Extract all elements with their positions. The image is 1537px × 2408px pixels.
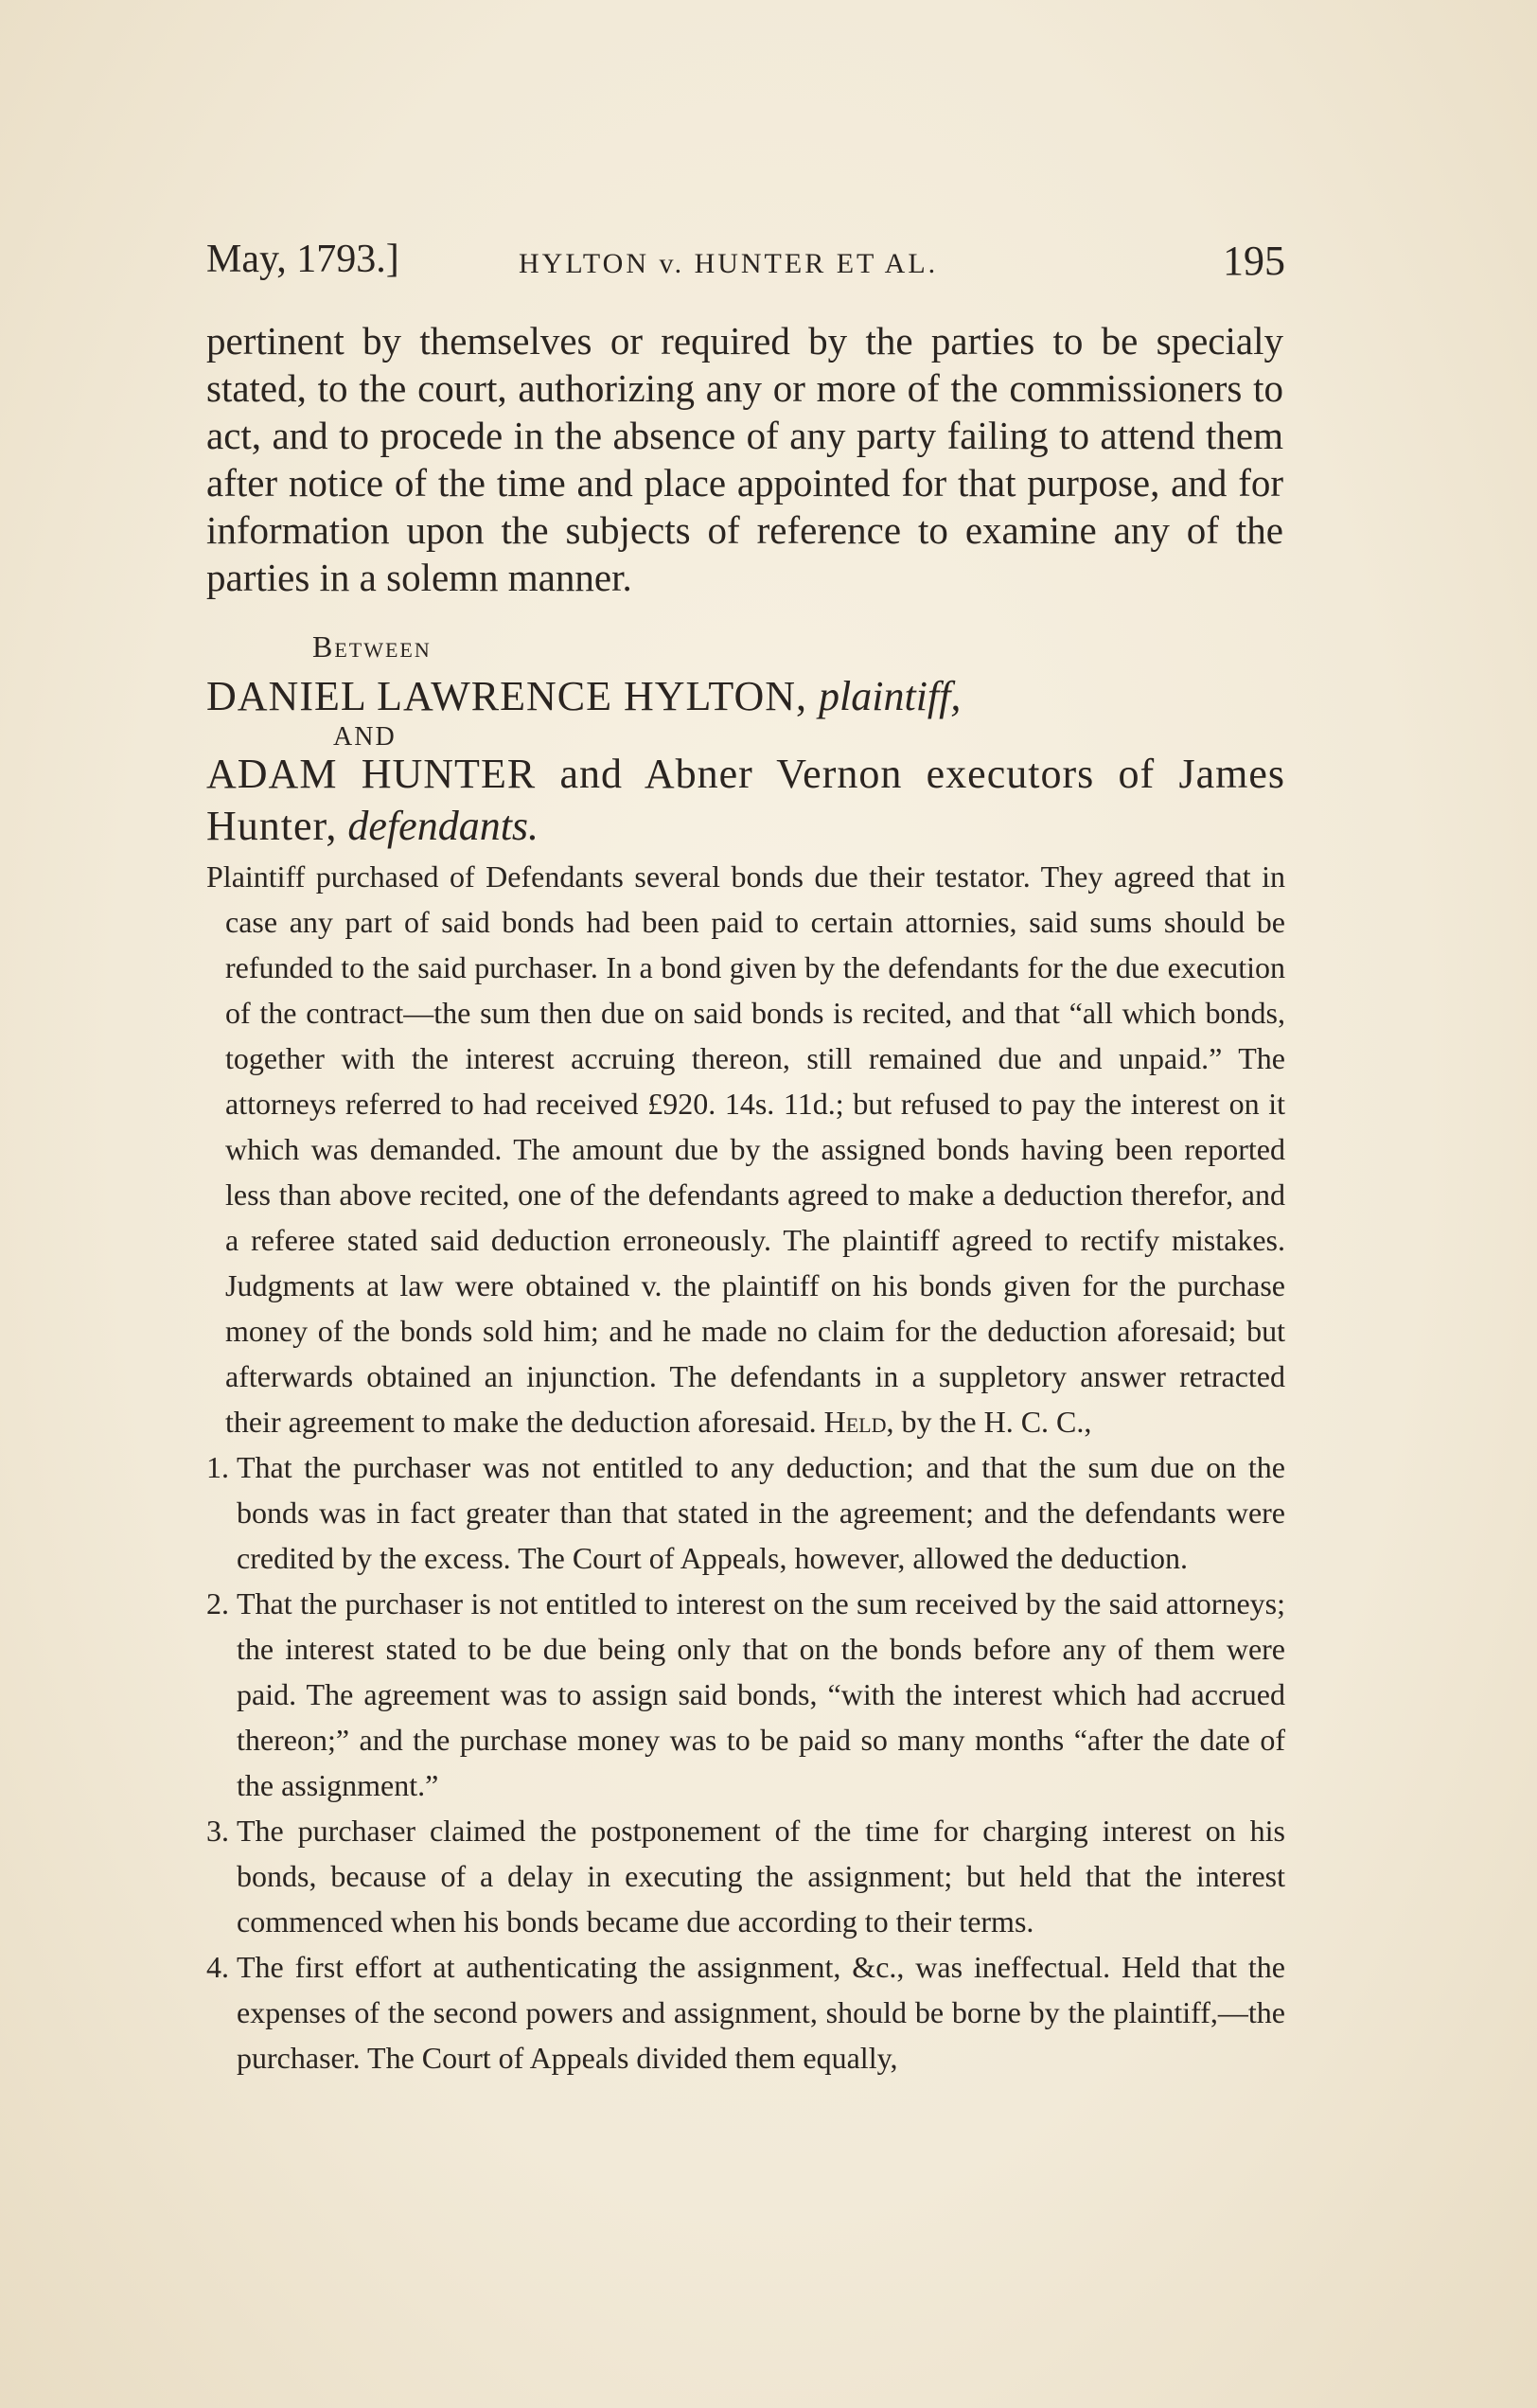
holding-number: 4. [206,1950,229,1984]
holding-item [206,1444,1285,1581]
holding-text: That the purchaser is not entitled to interest on the sum received by the said attorneys; the interest stated to be due being only that on the bonds before any of them were paid. The agreement was to assign said bonds, “with the interest which had accrued thereon;” and the purchase money was to be paid so many months “after the date of the assignment.” [237,1586,1285,1802]
header-date: May, 1793.] [206,238,399,281]
holding-text: That the purchaser was not entitled to any deduction; and that the sum due on the bonds was in fact greater than that stated in the agreement; and the defendants were credited by the excess. The Court of Appeals, however, allowed the deduction. [237,1450,1285,1575]
held-label: Held [823,1405,887,1439]
holding-item [206,1581,1285,1808]
caption-defendants [206,748,1285,852]
holding-number: 1. [206,1450,229,1484]
intro-paragraph: pertinent by themselves or required by the parties to be specialy stated, to the court, authorizing any or more of the commissioners to act, and to procede in the absence of any party failing to attend them after notice of the time and place appointed for that purpose, and for information upon the subjects of reference to examine any of the parties in a solemn manner. [206,319,1283,599]
holding-text: The first effort at authenticating the assignment, &c., was ineffectual. Held that the expenses of the second powers and assignment, should be borne by the plaintiff,—the purchaser. The Court of Appeals divided them equally, [237,1950,1285,2075]
case-summary [206,854,1285,2080]
holding-number: 3. [206,1814,229,1848]
plaintiff-role: plaintiff, [819,673,962,719]
held-rest: , by the H. C. C., [886,1405,1092,1439]
caption-between: Between [312,629,432,664]
summary-paragraph [206,854,1285,1444]
running-header [206,237,1285,293]
header-case-title: HYLTON v. HUNTER ET AL. [519,248,939,279]
page-number: 195 [1223,238,1285,284]
defendants-name: ADAM HUNTER and Abner Vernon executors of James Hunter, [206,751,1285,849]
holding-number: 2. [206,1586,229,1620]
holding-item [206,1944,1285,2080]
caption-and: AND [333,722,397,752]
caption-plaintiff [206,672,961,720]
holding-text: The purchaser claimed the postponement of the time for charging interest on his bonds, because of a delay in executing the assignment; but held that the interest commenced when his bonds became due according to their terms. [237,1814,1285,1939]
defendants-role: defendants. [347,803,539,849]
plaintiff-name: DANIEL LAWRENCE HYLTON, [206,673,808,719]
holding-item [206,1808,1285,1944]
summary-text: Plaintiff purchased of Defendants several bonds due their testator. They agreed that in case any part of said bonds had been paid to certain attornies, said sums should be refunded to the said purchaser. In a bond given by the defendants for the due execution of the contract—the sum then due on said bonds is recited, and that “all which bonds, together with the interest accruing thereon, still remained due and unpaid.” The attorneys referred to had received £920. 14s. 11d.; but refused to pay the interest on it which was demanded. The amount due by the assigned bonds having been reported less than above recited, one of the defendants agreed to make a deduction therefor, and a referee stated said deduction erroneously. The plaintiff agreed to rectify mistakes. Judgments at law were obtained v. the plaintiff on his bonds given for the purchase money of the bonds sold him; and he made no claim for the deduction aforesaid; but afterwards obtained an injunction. The defendants in a suppletory answer retracted their agreement to make the deduction aforesaid. [206,859,1285,1439]
